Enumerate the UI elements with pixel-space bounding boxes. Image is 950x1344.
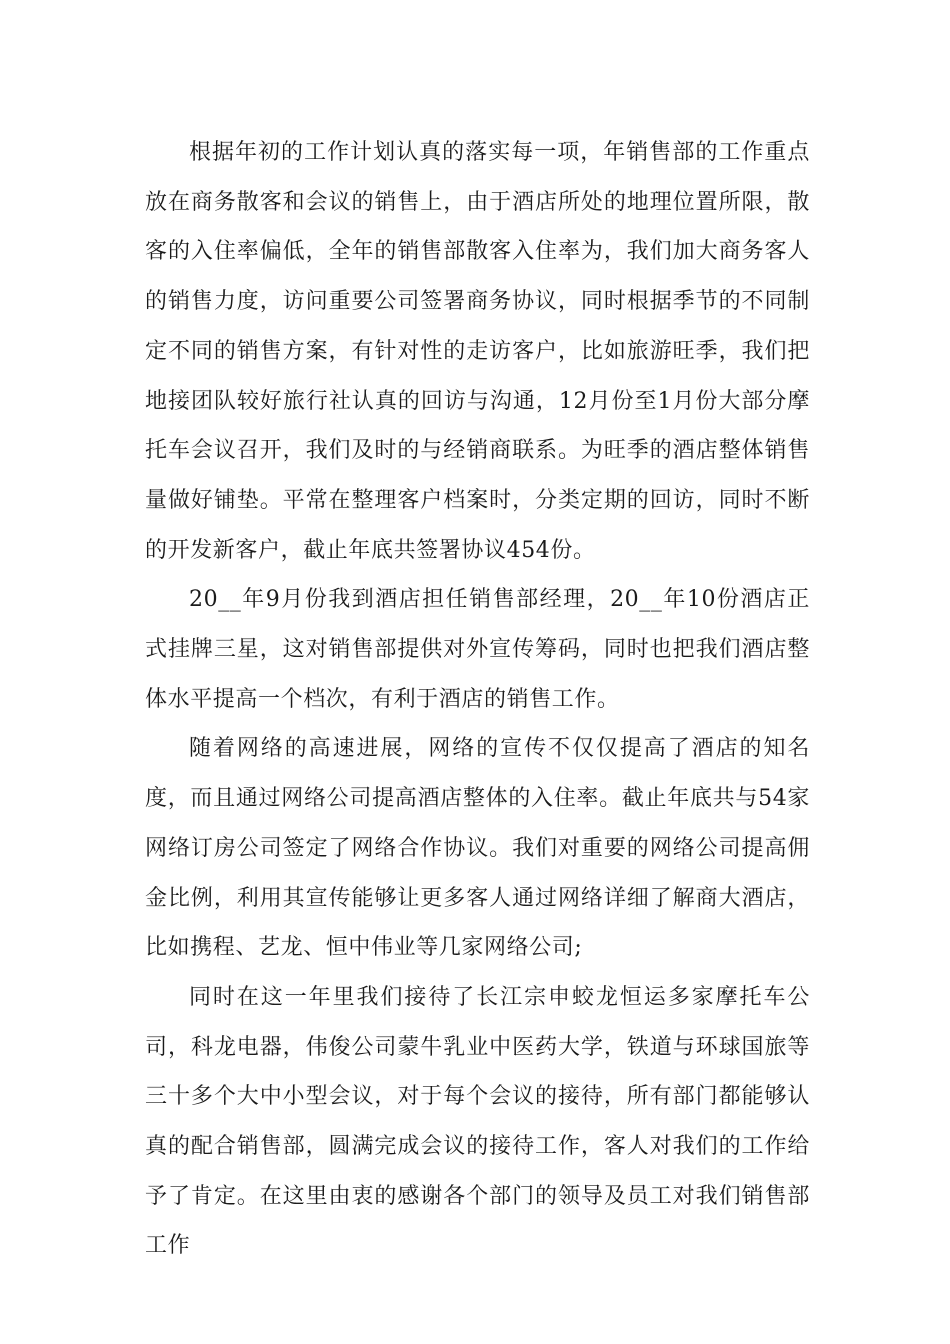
paragraph-conference-reception: 同时在这一年里我们接待了长江宗申蛟龙恒运多家摩托车公司，科龙电器，伟俊公司蒙牛乳业中医药大学，铁道与环球国旅等三十多个大中小型会议，对于每个会议的接待，所有部门都能够认真的配合销售部，圆满完成会议的接待工作，客人对我们的工作给予了肯定。在这里由衷的感谢各个部门的领导及员工对我们销售部工作: [145, 984, 810, 1259]
paragraph-online-booking: 随着网络的高速进展，网络的宣传不仅仅提高了酒店的知名度，而且通过网络公司提高酒店整体的入住率。截止年底共与54家网络订房公司签定了网络合作协议。我们对重要的网络公司提高佣金比例，利用其宣传能够让更多客人通过网络详细了解商大酒店，比如携程、艺龙、恒中伟业等几家网络公司;: [145, 736, 810, 961]
paragraph-sales-work: 根据年初的工作计划认真的落实每一项，年销售部的工作重点放在商务散客和会议的销售上，由于酒店所处的地理位置所限，散客的入住率偏低，全年的销售部散客入住率为，我们加大商务客人的销售力度，访问重要公司签署商务协议，同时根据季节的不同制定不同的销售方案，有针对性的走访客户，比如旅游旺季，我们把地接团队较好旅行社认真的回访与沟通，12月份至1月份大部分摩托车会议召开，我们及时的与经销商联系。为旺季的酒店整体销售量做好铺垫。平常在整理客户档案时，分类定期的回访，同时不断的开发新客户，截止年底共签署协议454份。: [145, 140, 810, 563]
paragraph-hotel-rating: 20__年9月份我到酒店担任销售部经理，20__年10份酒店正式挂牌三星，这对销售部提供对外宣传筹码，同时也把我们酒店整体水平提高一个档次，有利于酒店的销售工作。: [145, 587, 810, 712]
